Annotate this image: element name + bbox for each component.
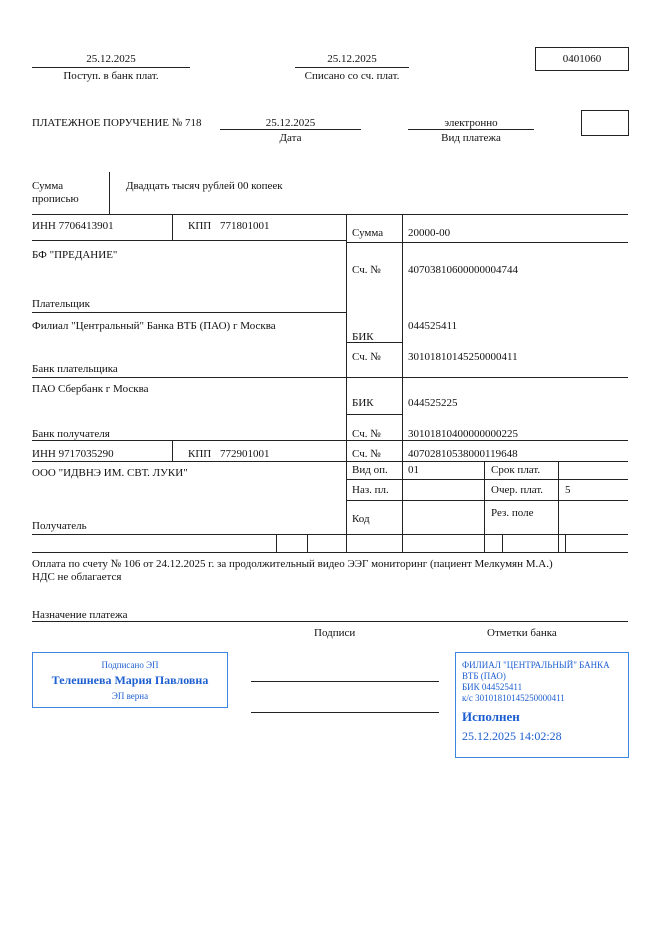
rez-label: Рез. поле (491, 507, 534, 519)
electronic-signature-stamp (32, 652, 228, 708)
divider (276, 534, 277, 552)
divider (109, 172, 110, 214)
payer-inn: ИНН 7706413901 (32, 220, 114, 232)
form-code-box (535, 47, 629, 71)
bank-stamp-datetime: 25.12.2025 14:02:28 (462, 729, 562, 743)
divider (558, 461, 559, 500)
divider (346, 242, 628, 243)
divider (32, 621, 628, 622)
payer-bank-bik: 044525411 (408, 320, 458, 332)
divider (346, 414, 402, 415)
debited-label: Списано со сч. плат. (304, 70, 400, 82)
divider (32, 534, 628, 535)
payer-account-label: Сч. № (352, 264, 381, 276)
payer-account: 40703810600000004744 (408, 264, 518, 276)
divider (32, 552, 628, 553)
vid-op: 01 (408, 464, 419, 476)
recipient-kpp: 772901001 (220, 448, 270, 460)
kod-label: Код (352, 513, 370, 525)
divider (295, 67, 409, 68)
amount-words-label (32, 180, 79, 206)
recipient-name: ООО "ИДВНЭ ИМ. СВТ. ЛУКИ" (32, 467, 188, 479)
bank-execution-stamp (455, 652, 629, 758)
debited-date: 25.12.2025 (327, 53, 377, 65)
payment-kind: электронно (444, 117, 498, 129)
payment-kind-label: Вид платежа (441, 132, 501, 144)
signature-line (251, 712, 439, 713)
recipient-label: Получатель (32, 520, 87, 532)
signatures-label: Подписи (314, 627, 356, 639)
divider (32, 214, 628, 215)
purpose-label: Назначение платежа (32, 609, 128, 621)
divider (307, 534, 308, 552)
purpose-line-2: НДС не облагается (32, 571, 122, 583)
amount-label: Сумма (352, 227, 384, 239)
bank-stamp-status: Исполнен (462, 709, 520, 724)
payer-bank-acc: 30101810145250000411 (408, 351, 518, 363)
bank-stamp-line-3: БИК 044525411 (462, 682, 523, 692)
ocher-value: 5 (565, 484, 571, 496)
divider (402, 214, 403, 552)
divider (32, 240, 346, 241)
amount-words-label-1: Сумма (32, 180, 64, 192)
empty-box (581, 110, 629, 136)
divider (172, 440, 173, 461)
ep-signed-text: Подписано ЭП (101, 660, 159, 670)
payer-bank-bik-label: БИК (352, 331, 374, 343)
signature-line (251, 681, 439, 682)
received-date: 25.12.2025 (86, 53, 136, 65)
recipient-bank-acc: 30101810400000000225 (408, 428, 518, 440)
divider (346, 479, 628, 480)
payer-kpp: 771801001 (220, 220, 270, 232)
recipient-kpp-label: КПП (188, 448, 212, 460)
divider (408, 129, 534, 130)
payer-name: БФ "ПРЕДАНИЕ" (32, 249, 118, 261)
divider (346, 214, 347, 552)
ocher-label: Очер. плат. (491, 484, 544, 496)
form-code: 0401060 (562, 53, 602, 65)
divider (558, 500, 559, 552)
divider (502, 534, 503, 552)
recipient-bank-bik-label: БИК (352, 397, 374, 409)
divider (32, 377, 628, 378)
bank-stamp-line-2: ВТБ (ПАО) (462, 671, 506, 681)
bank-stamp-line-4: к/с 30101810145250000411 (462, 693, 565, 703)
amount-words-label-2: прописью (32, 193, 79, 205)
divider (32, 461, 628, 462)
bank-stamp-line-1: ФИЛИАЛ "ЦЕНТРАЛЬНЫЙ" БАНКА (462, 660, 610, 670)
recipient-bank-acc-label: Сч. № (352, 428, 381, 440)
recipient-bank-name: ПАО Сбербанк г Москва (32, 383, 149, 395)
naz-label: Наз. пл. (352, 484, 389, 496)
divider (484, 461, 485, 552)
divider (565, 534, 566, 552)
divider (346, 500, 628, 501)
order-title: ПЛАТЕЖНОЕ ПОРУЧЕНИЕ № 718 (32, 117, 202, 129)
srok-label: Срок плат. (491, 464, 541, 476)
divider (172, 214, 173, 240)
payer-bank-acc-label: Сч. № (352, 351, 381, 363)
purpose-line-1: Оплата по счету № 106 от 24.12.2025 г. за продолжительный видео ЭЭГ мониторинг (пациент Мелкумян М.А.) (32, 558, 553, 570)
divider (220, 129, 361, 130)
payer-bank-label: Банк плательщика (32, 363, 118, 375)
ep-valid-text: ЭП верна (111, 691, 149, 701)
divider (32, 440, 628, 441)
recipient-inn: ИНН 9717035290 (32, 448, 114, 460)
payer-kpp-label: КПП (188, 220, 212, 232)
amount-words-text: Двадцать тысяч рублей 00 копеек (126, 180, 283, 192)
bank-marks-label: Отметки банка (487, 627, 557, 639)
order-date: 25.12.2025 (265, 117, 316, 129)
divider (32, 67, 190, 68)
recipient-account: 40702810538000119648 (408, 448, 518, 460)
payer-label: Плательщик (32, 298, 90, 310)
signer-name: Телешнева Мария Павловна (51, 673, 209, 687)
received-label: Поступ. в банк плат. (63, 70, 159, 82)
recipient-bank-bik: 044525225 (408, 397, 458, 409)
vid-op-label: Вид оп. (352, 464, 388, 476)
amount-value: 20000-00 (408, 227, 451, 239)
order-date-label: Дата (279, 132, 302, 144)
payer-bank-name: Филиал "Центральный" Банка ВТБ (ПАО) г Москва (32, 320, 276, 332)
recipient-account-label: Сч. № (352, 448, 381, 460)
recipient-bank-label: Банк получателя (32, 428, 110, 440)
divider (32, 312, 346, 313)
